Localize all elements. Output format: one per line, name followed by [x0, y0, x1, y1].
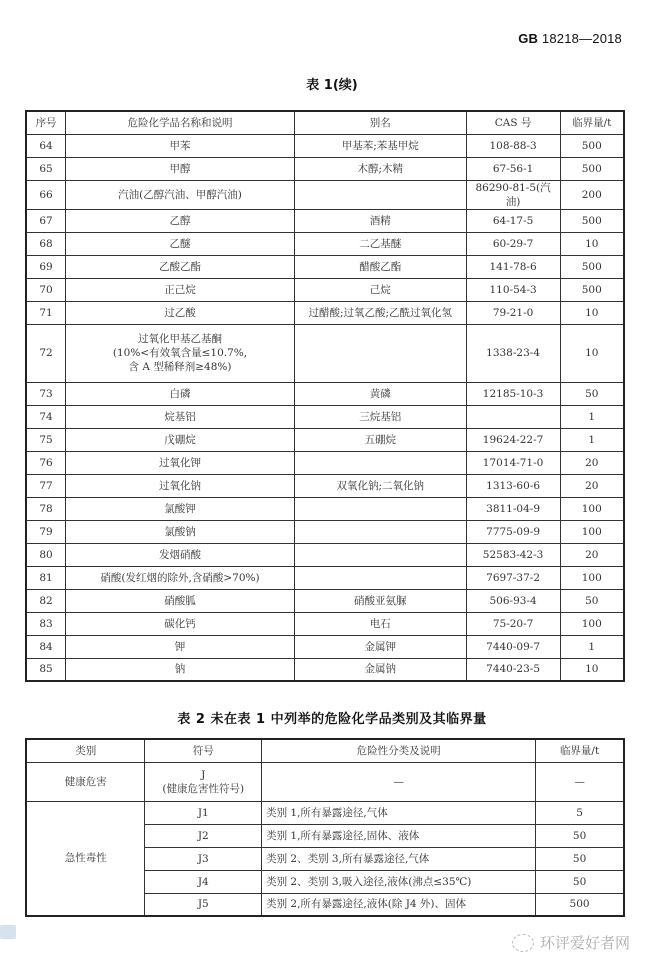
- cell-no: 70: [26, 278, 66, 301]
- cell-alias: [294, 543, 466, 566]
- table-row: [26, 428, 624, 451]
- table-row: [26, 497, 624, 520]
- cell-cas: 108-88-3: [466, 134, 560, 157]
- cell-no: 67: [26, 209, 66, 232]
- cell-name: 正己烷: [66, 278, 295, 301]
- cell-qty: 500: [560, 255, 624, 278]
- table-row: [26, 451, 624, 474]
- cell-no: 68: [26, 232, 66, 255]
- table1-header-row: [26, 111, 624, 134]
- cell-cas: 79-21-0: [466, 301, 560, 324]
- cell-alias: [294, 520, 466, 543]
- cell-name-line: 含 A 型稀释剂≥48%): [128, 361, 232, 373]
- cell-cas: 7775-09-9: [466, 520, 560, 543]
- cell-symbol: J5: [145, 893, 262, 916]
- cell-cas: 506-93-4: [466, 589, 560, 612]
- cell-name: 硝酸胍: [66, 589, 295, 612]
- table-row: [26, 543, 624, 566]
- cell-alias: 黄磷: [294, 382, 466, 405]
- table-row: [26, 324, 624, 382]
- cell-symbol: [145, 762, 262, 801]
- cell-description: 类别 2、类别 3,吸入途径,液体(沸点≤35℃): [262, 870, 536, 893]
- cell-cas: 52583-42-3: [466, 543, 560, 566]
- cell-alias: 五硼烷: [294, 428, 466, 451]
- cell-cas: 86290-81-5(汽油): [466, 180, 560, 209]
- cell-name: 氯酸钠: [66, 520, 295, 543]
- cell-no: 65: [26, 157, 66, 180]
- cell-alias: [294, 497, 466, 520]
- table2-header-row: [26, 739, 624, 762]
- cell-qty: 50: [560, 382, 624, 405]
- table-row: [26, 520, 624, 543]
- cell-description: 类别 1,所有暴露途径,气体: [262, 801, 536, 824]
- table-row: [26, 589, 624, 612]
- cell-no: 66: [26, 180, 66, 209]
- cell-qty: 10: [560, 301, 624, 324]
- cell-qty: 200: [560, 180, 624, 209]
- cell-alias: [294, 324, 466, 382]
- cell-qty: 10: [560, 658, 624, 681]
- col-header-name: 危险化学品名称和说明: [66, 111, 295, 134]
- standard-number: 18218—2018: [541, 31, 622, 46]
- cell-symbol: J2: [145, 824, 262, 847]
- cell-alias: 醋酸乙酯: [294, 255, 466, 278]
- cell-qty: 500: [560, 134, 624, 157]
- cell-alias: 金属钾: [294, 635, 466, 658]
- cell-cas: 7697-37-2: [466, 566, 560, 589]
- cell-alias: 硝酸亚氨脲: [294, 589, 466, 612]
- cell-qty: 50: [560, 589, 624, 612]
- cell-no: 71: [26, 301, 66, 324]
- col-header-alias: 别名: [294, 111, 466, 134]
- table-row: [26, 566, 624, 589]
- cell-no: 83: [26, 612, 66, 635]
- cell-name: [66, 324, 295, 382]
- cell-cas: 7440-23-5: [466, 658, 560, 681]
- cell-alias: 电石: [294, 612, 466, 635]
- cell-name: 发烟硝酸: [66, 543, 295, 566]
- cell-no: 73: [26, 382, 66, 405]
- cell-alias: 甲基苯;苯基甲烷: [294, 134, 466, 157]
- cell-qty: 20: [560, 451, 624, 474]
- cell-description: —: [262, 762, 536, 801]
- cell-symbol-line: (健康危害性符号): [162, 782, 245, 795]
- table1-title: 表 1(续): [306, 78, 358, 93]
- table-row: [26, 474, 624, 497]
- cell-category: 健康危害: [26, 762, 145, 801]
- cell-symbol-line: J: [201, 768, 206, 781]
- cell-cas: 1313-60-6: [466, 474, 560, 497]
- cell-cas: 110-54-3: [466, 278, 560, 301]
- cell-description: 类别 2、类别 3,所有暴露途径,气体: [262, 847, 536, 870]
- table2: [25, 738, 625, 917]
- cell-cas: 141-78-6: [466, 255, 560, 278]
- cell-no: 85: [26, 658, 66, 681]
- table-row: [26, 255, 624, 278]
- cell-alias: [294, 451, 466, 474]
- cell-symbol: J4: [145, 870, 262, 893]
- cell-no: 84: [26, 635, 66, 658]
- cell-no: 76: [26, 451, 66, 474]
- cell-name: 甲苯: [66, 134, 295, 157]
- col-header-qty: 临界量/t: [536, 739, 624, 762]
- cell-name: 碳化钙: [66, 612, 295, 635]
- cell-name: 乙醇: [66, 209, 295, 232]
- cell-alias: 过醋酸;过氧乙酸;乙酰过氧化氢: [294, 301, 466, 324]
- cell-alias: 己烷: [294, 278, 466, 301]
- cell-name-line: 过氧化甲基乙基酮: [138, 333, 222, 345]
- table-row: [26, 762, 624, 801]
- cell-qty: 500: [536, 893, 624, 916]
- cell-name: 甲醇: [66, 157, 295, 180]
- cell-alias: [294, 566, 466, 589]
- cell-alias: 酒精: [294, 209, 466, 232]
- cell-alias: 三烷基铝: [294, 405, 466, 428]
- table-row: [26, 405, 624, 428]
- cell-cas: 64-17-5: [466, 209, 560, 232]
- cell-cas: 75-20-7: [466, 612, 560, 635]
- col-header-cas: CAS 号: [466, 111, 560, 134]
- table-row: [26, 635, 624, 658]
- cell-name: 钾: [66, 635, 295, 658]
- cell-category: 急性毒性: [26, 801, 145, 916]
- cell-no: 72: [26, 324, 66, 382]
- standard-prefix: GB: [518, 31, 539, 46]
- cell-cas: 67-56-1: [466, 157, 560, 180]
- table1: [25, 110, 625, 682]
- cell-name: 烷基铝: [66, 405, 295, 428]
- table-row: [26, 801, 624, 824]
- table-row: [26, 382, 624, 405]
- table-row: [26, 209, 624, 232]
- standard-code: [518, 31, 622, 46]
- cell-qty: 100: [560, 520, 624, 543]
- watermark: [512, 932, 630, 953]
- cell-alias: 金属钠: [294, 658, 466, 681]
- cell-qty: 1: [560, 635, 624, 658]
- cell-qty: 100: [560, 497, 624, 520]
- cell-name: 汽油(乙醇汽油、甲醇汽油): [66, 180, 295, 209]
- cell-name: 乙酸乙酯: [66, 255, 295, 278]
- cell-no: 75: [26, 428, 66, 451]
- col-header-category: 类别: [26, 739, 145, 762]
- cell-no: 78: [26, 497, 66, 520]
- cell-no: 64: [26, 134, 66, 157]
- cell-qty: 100: [560, 566, 624, 589]
- cell-name: 过氧化钾: [66, 451, 295, 474]
- cell-symbol: J1: [145, 801, 262, 824]
- cell-description: 类别 1,所有暴露途径,固体、液体: [262, 824, 536, 847]
- cell-name-line: (10%<有效氧含量≤10.7%,: [112, 347, 248, 359]
- cell-no: 80: [26, 543, 66, 566]
- col-header-qty: 临界量/t: [560, 111, 624, 134]
- table-row: [26, 157, 624, 180]
- cell-qty: 500: [560, 209, 624, 232]
- col-header-no: 序号: [26, 111, 66, 134]
- cell-name: 钠: [66, 658, 295, 681]
- cell-qty: 50: [536, 824, 624, 847]
- table2-title: 表 2 未在表 1 中列举的危险化学品类别及其临界量: [177, 712, 487, 727]
- cell-qty: 500: [560, 157, 624, 180]
- cell-cas: 17014-71-0: [466, 451, 560, 474]
- wechat-icon: [512, 934, 534, 952]
- table-row: [26, 232, 624, 255]
- table-row: [26, 180, 624, 209]
- edge-badge-icon: [0, 925, 16, 939]
- cell-qty: 20: [560, 474, 624, 497]
- cell-alias: [294, 180, 466, 209]
- cell-name: 白磷: [66, 382, 295, 405]
- col-header-description: 危险性分类及说明: [262, 739, 536, 762]
- watermark-text: 环评爱好者网: [539, 934, 630, 952]
- cell-cas: [466, 405, 560, 428]
- cell-no: 74: [26, 405, 66, 428]
- cell-no: 82: [26, 589, 66, 612]
- table-row: [26, 134, 624, 157]
- cell-qty: 10: [560, 232, 624, 255]
- cell-name: 乙醚: [66, 232, 295, 255]
- cell-name: 氯酸钾: [66, 497, 295, 520]
- cell-cas: 1338-23-4: [466, 324, 560, 382]
- table-row: [26, 612, 624, 635]
- cell-qty: 10: [560, 324, 624, 382]
- table-row: [26, 301, 624, 324]
- cell-cas: 60-29-7: [466, 232, 560, 255]
- cell-name: 戊硼烷: [66, 428, 295, 451]
- cell-no: 69: [26, 255, 66, 278]
- cell-no: 77: [26, 474, 66, 497]
- cell-qty: 50: [536, 847, 624, 870]
- cell-cas: 19624-22-7: [466, 428, 560, 451]
- cell-qty: 1: [560, 428, 624, 451]
- cell-symbol: J3: [145, 847, 262, 870]
- cell-qty: 1: [560, 405, 624, 428]
- col-header-symbol: 符号: [145, 739, 262, 762]
- cell-qty: 5: [536, 801, 624, 824]
- cell-name: 过乙酸: [66, 301, 295, 324]
- cell-qty: —: [536, 762, 624, 801]
- cell-cas: 3811-04-9: [466, 497, 560, 520]
- cell-qty: 50: [536, 870, 624, 893]
- cell-no: 81: [26, 566, 66, 589]
- table-row: [26, 278, 624, 301]
- cell-name: 硝酸(发红烟的除外,含硝酸>70%): [66, 566, 295, 589]
- cell-qty: 500: [560, 278, 624, 301]
- cell-qty: 20: [560, 543, 624, 566]
- cell-no: 79: [26, 520, 66, 543]
- cell-qty: 100: [560, 612, 624, 635]
- cell-description: 类别 2,所有暴露途径,液体(除 J4 外)、固体: [262, 893, 536, 916]
- cell-name: 过氧化钠: [66, 474, 295, 497]
- cell-alias: 双氧化钠;二氧化钠: [294, 474, 466, 497]
- table-row: [26, 658, 624, 681]
- cell-cas: 12185-10-3: [466, 382, 560, 405]
- cell-alias: 木醇;木精: [294, 157, 466, 180]
- cell-cas: 7440-09-7: [466, 635, 560, 658]
- cell-alias: 二乙基醚: [294, 232, 466, 255]
